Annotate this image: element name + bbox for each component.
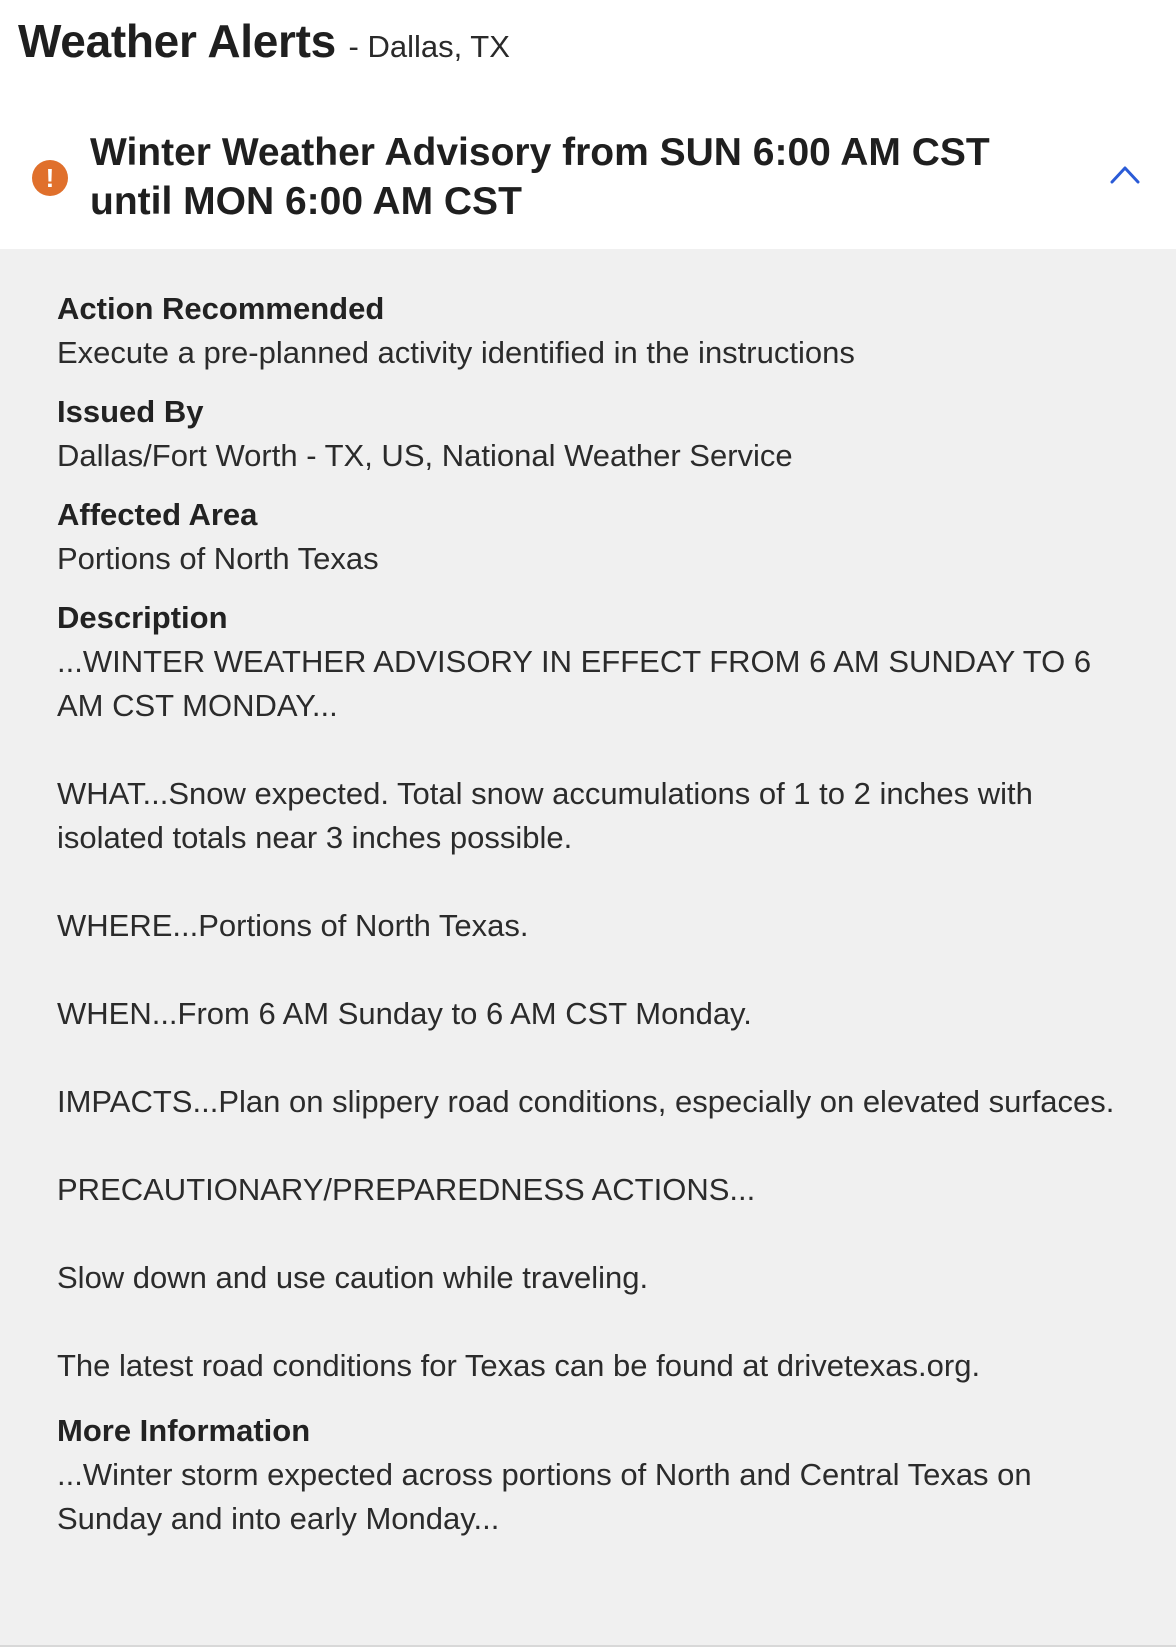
more-information-value: ...Winter storm expected across portions of North and Central Texas on Sunday and into early Monday... xyxy=(57,1457,1032,1536)
description-paragraph: IMPACTS...Plan on slippery road conditions, especially on elevated surfaces. xyxy=(57,1084,1115,1119)
action-recommended-value: Execute a pre-planned activity identified in the instructions xyxy=(57,335,855,370)
alert-details-panel xyxy=(0,249,1176,1647)
description-section xyxy=(57,596,1117,1388)
description-paragraph: PRECAUTIONARY/PREPAREDNESS ACTIONS... xyxy=(57,1172,756,1207)
description-paragraph: Slow down and use caution while traveling. xyxy=(57,1260,649,1295)
description-paragraph: WHEN...From 6 AM Sunday to 6 AM CST Monday. xyxy=(57,996,752,1031)
title-separator: - xyxy=(339,29,368,64)
description-label: Description xyxy=(57,600,228,635)
more-information-section xyxy=(57,1409,1117,1541)
action-recommended-label: Action Recommended xyxy=(57,291,385,326)
issued-by-section xyxy=(57,390,1117,478)
description-paragraph: The latest road conditions for Texas can be found at drivetexas.org. xyxy=(57,1348,981,1383)
affected-area-section xyxy=(57,493,1117,581)
chevron-up-icon[interactable] xyxy=(1110,162,1140,186)
affected-area-label: Affected Area xyxy=(57,497,258,532)
page-header xyxy=(18,14,510,68)
location-label: Dallas, TX xyxy=(367,29,510,64)
alert-header-toggle[interactable] xyxy=(0,124,1176,248)
page-title: Weather Alerts xyxy=(18,15,336,67)
more-information-label: More Information xyxy=(57,1413,311,1448)
issued-by-label: Issued By xyxy=(57,394,204,429)
affected-area-value: Portions of North Texas xyxy=(57,541,379,576)
action-recommended-section xyxy=(57,287,1117,375)
description-paragraph: ...WINTER WEATHER ADVISORY IN EFFECT FROM 6 AM SUNDAY TO 6 AM CST MONDAY... xyxy=(57,644,1092,723)
description-paragraph: WHAT...Snow expected. Total snow accumulations of 1 to 2 inches with isolated totals near 3 inches possible. xyxy=(57,776,1033,855)
issued-by-value: Dallas/Fort Worth - TX, US, National Weather Service xyxy=(57,438,793,473)
exclamation-circle-icon: ! xyxy=(32,160,68,196)
description-paragraph: WHERE...Portions of North Texas. xyxy=(57,908,529,943)
alert-title: Winter Weather Advisory from SUN 6:00 AM CST until MON 6:00 AM CST xyxy=(90,131,990,223)
